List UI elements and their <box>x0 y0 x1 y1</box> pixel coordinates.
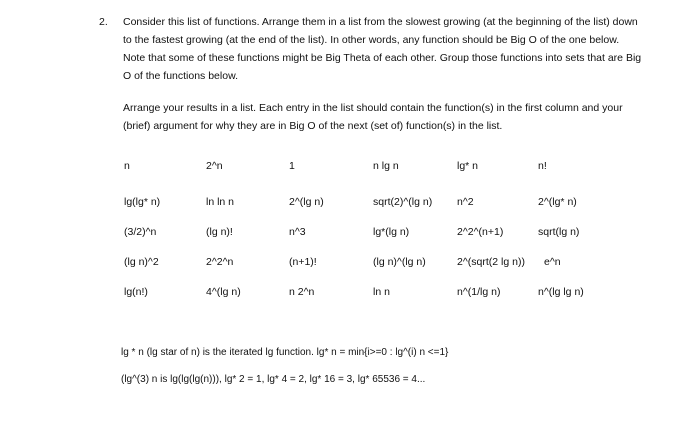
function-cell: (lg n)^(lg n) <box>373 256 426 268</box>
function-cell: n 2^n <box>289 286 315 298</box>
function-cell: n^2 <box>457 196 474 208</box>
function-cell: 2^(lg* n) <box>538 196 577 208</box>
function-cell: 1 <box>289 160 295 172</box>
function-cell: sqrt(2)^(lg n) <box>373 196 433 208</box>
iterated-log-definition: lg * n (lg star of n) is the iterated lg function. lg* n = min{i>=0 : lg^(i) n <=1} <box>121 347 449 358</box>
function-cell: n^3 <box>289 226 306 238</box>
function-cell: 2^(lg n) <box>289 196 324 208</box>
function-cell: 2^2^n <box>206 256 234 268</box>
function-cell: lg(n!) <box>124 286 148 298</box>
function-cell: 4^(lg n) <box>206 286 241 298</box>
function-cell: n^(lg lg n) <box>538 286 584 298</box>
question-number: 2. <box>99 16 108 28</box>
function-cell: 2^n <box>206 160 223 172</box>
function-cell: 2^2^(n+1) <box>457 226 504 238</box>
function-cell: lg* n <box>457 160 479 172</box>
function-cell: ln n <box>373 286 390 298</box>
function-cell: (3/2)^n <box>124 226 157 238</box>
question-intro: Consider this list of functions. Arrange them in a list from the slowest growing (at the beginning of the list) down to the fastest growing (at the end of the list). In other words, any function should be Big O of the one below. Note that some of these functions might be Big Theta of each other. Group those functions into sets that are Big O of the functions below. <box>123 16 642 82</box>
function-cell: (lg n)^2 <box>124 256 159 268</box>
function-cell: 2^(sqrt(2 lg n)) <box>457 256 525 268</box>
function-cell: (lg n)! <box>206 226 233 238</box>
function-cell: (n+1)! <box>289 256 317 268</box>
function-cell: e^n <box>544 256 561 268</box>
function-cell: lg(lg* n) <box>124 196 161 208</box>
function-cell: ln ln n <box>206 196 235 208</box>
question-instructions: Arrange your results in a list. Each entry in the list should contain the function(s) in the first column and your (brief) argument for why they are in Big O of the next (set of) function(s) in the list. <box>123 102 623 132</box>
function-cell: n <box>124 160 130 172</box>
function-cell: sqrt(lg n) <box>538 226 580 238</box>
function-cell: n lg n <box>373 160 399 172</box>
iterated-log-examples: (lg^(3) n is lg(lg(lg(n))), lg* 2 = 1, lg* 4 = 2, lg* 16 = 3, lg* 65536 = 4... <box>121 374 426 385</box>
function-cell: lg*(lg n) <box>373 226 410 238</box>
function-cell: n^(1/lg n) <box>457 286 501 298</box>
function-cell: n! <box>538 160 547 172</box>
